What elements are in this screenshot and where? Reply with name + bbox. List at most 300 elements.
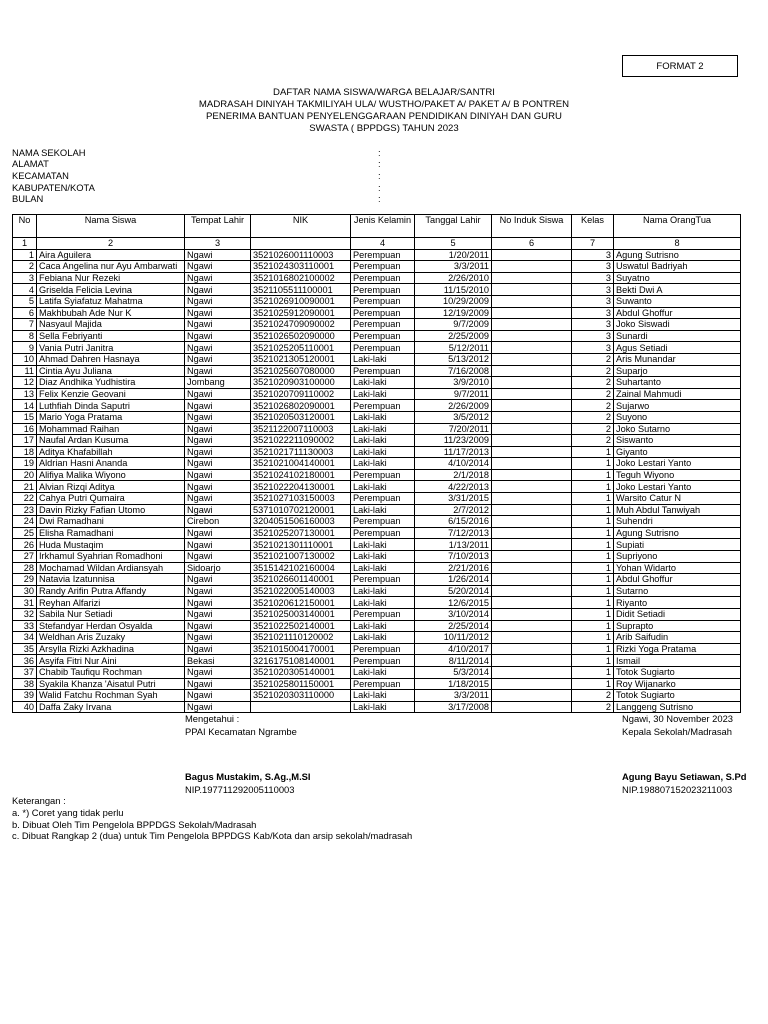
cell-nama-siswa: Luthfiah Dinda Saputri [37, 400, 185, 412]
table-row [13, 481, 741, 493]
cell-nik: 3521015004170001 [251, 643, 351, 655]
cell-no-induk [492, 678, 572, 690]
ppai-label: PPAI Kecamatan Ngrambe [185, 726, 297, 737]
cell-no-induk [492, 365, 572, 377]
cell-no-induk [492, 469, 572, 481]
cell-nik: 3521020303110000 [251, 690, 351, 702]
cell-kelas: 1 [572, 678, 614, 690]
cell-tempat-lahir: Ngawi [185, 249, 251, 261]
cell-tanggal-lahir: 4/10/2014 [415, 458, 492, 470]
cell-jenis-kelamin: Perempuan [351, 400, 415, 412]
header-no: No [13, 215, 37, 238]
cell-tanggal-lahir: 11/15/2010 [415, 284, 492, 296]
cell-nama-siswa: Mochamad Wildan Ardiansyah [37, 562, 185, 574]
cell-no: 29 [13, 574, 37, 586]
cell-tanggal-lahir: 1/18/2015 [415, 678, 492, 690]
cell-kelas: 3 [572, 272, 614, 284]
colnum-nik [251, 238, 351, 250]
table-row [13, 307, 741, 319]
cell-jenis-kelamin: Laki-laki [351, 388, 415, 400]
cell-tempat-lahir: Ngawi [185, 423, 251, 435]
title-line-1: DAFTAR NAMA SISWA/WARGA BELAJAR/SANTRI [273, 87, 495, 98]
cell-jenis-kelamin: Laki-laki [351, 458, 415, 470]
cell-tempat-lahir: Sidoarjo [185, 562, 251, 574]
cell-no: 16 [13, 423, 37, 435]
cell-jenis-kelamin: Perempuan [351, 272, 415, 284]
cell-no-induk [492, 423, 572, 435]
cell-no: 37 [13, 666, 37, 678]
cell-nama-orangtua: Supriyono [614, 551, 741, 563]
cell-no-induk [492, 643, 572, 655]
cell-nama-siswa: Davin Rizky Fafian Utomo [37, 504, 185, 516]
cell-tanggal-lahir: 12/19/2009 [415, 307, 492, 319]
cell-tanggal-lahir: 5/3/2014 [415, 666, 492, 678]
cell-jenis-kelamin: Perempuan [351, 655, 415, 667]
header-jenis-kelamin: Jenis Kelamin [351, 215, 415, 238]
cell-tempat-lahir: Ngawi [185, 353, 251, 365]
cell-tanggal-lahir: 3/31/2015 [415, 493, 492, 505]
cell-kelas: 1 [572, 597, 614, 609]
cell-tanggal-lahir: 4/10/2017 [415, 643, 492, 655]
cell-nama-siswa: Sella Febriyanti [37, 330, 185, 342]
cell-nik: 3521025912090001 [251, 307, 351, 319]
header-nama-siswa: Nama Siswa [37, 215, 185, 238]
cell-nik: 3521122007110003 [251, 423, 351, 435]
colnum-7: 7 [572, 238, 614, 250]
cell-tanggal-lahir: 3/5/2012 [415, 411, 492, 423]
cell-nik: 3521021711130003 [251, 446, 351, 458]
info-label-kabupaten: KABUPATEN/KOTA [12, 182, 95, 193]
cell-nik: 3521021007130002 [251, 551, 351, 563]
cell-tanggal-lahir: 3/10/2014 [415, 609, 492, 621]
header-tempat-lahir: Tempat Lahir [185, 215, 251, 238]
cell-no-induk [492, 411, 572, 423]
cell-nama-siswa: Arsylla Rizki Azkhadina [37, 643, 185, 655]
right-signer-name: Agung Bayu Setiawan, S.Pd [622, 771, 747, 782]
table-row [13, 597, 741, 609]
table-header-row [13, 215, 741, 238]
cell-no: 12 [13, 377, 37, 389]
cell-nama-siswa: Daffa Zaky Irvana [37, 701, 185, 713]
cell-no-induk [492, 249, 572, 261]
table-row [13, 458, 741, 470]
cell-no-induk [492, 655, 572, 667]
cell-tanggal-lahir: 12/6/2015 [415, 597, 492, 609]
cell-tanggal-lahir: 7/10/2013 [415, 551, 492, 563]
cell-tanggal-lahir: 2/7/2012 [415, 504, 492, 516]
cell-nama-orangtua: Muh Abdul Tanwiyah [614, 504, 741, 516]
cell-tanggal-lahir: 1/20/2011 [415, 249, 492, 261]
cell-kelas: 2 [572, 377, 614, 389]
cell-nik: 3521020305140001 [251, 666, 351, 678]
cell-jenis-kelamin: Perempuan [351, 261, 415, 273]
info-colon: : [378, 147, 381, 158]
cell-jenis-kelamin: Laki-laki [351, 411, 415, 423]
cell-nama-orangtua: Giyanto [614, 446, 741, 458]
cell-no: 22 [13, 493, 37, 505]
cell-tempat-lahir: Bekasi [185, 655, 251, 667]
cell-no-induk [492, 701, 572, 713]
cell-no-induk [492, 504, 572, 516]
cell-no-induk [492, 527, 572, 539]
cell-no-induk [492, 585, 572, 597]
cell-nama-siswa: Dwi Ramadhani [37, 516, 185, 528]
cell-no-induk [492, 539, 572, 551]
cell-tanggal-lahir: 10/11/2012 [415, 632, 492, 644]
cell-no-induk [492, 690, 572, 702]
cell-no-induk [492, 458, 572, 470]
cell-tempat-lahir: Ngawi [185, 469, 251, 481]
cell-kelas: 2 [572, 365, 614, 377]
cell-nama-siswa: Alifiya Malika Wiyono [37, 469, 185, 481]
cell-nama-orangtua: Abdul Ghoffur [614, 574, 741, 586]
cell-tanggal-lahir: 3/9/2010 [415, 377, 492, 389]
cell-no-induk [492, 574, 572, 586]
cell-tempat-lahir: Ngawi [185, 411, 251, 423]
cell-kelas: 1 [572, 643, 614, 655]
header-tanggal-lahir: Tanggal Lahir [415, 215, 492, 238]
cell-no: 1 [13, 249, 37, 261]
cell-jenis-kelamin: Perempuan [351, 295, 415, 307]
cell-nama-orangtua: Aris Munandar [614, 353, 741, 365]
right-signer-nip: NIP.198807152023211003 [622, 784, 733, 795]
cell-nama-siswa: Natavia Izatunnisa [37, 574, 185, 586]
cell-tempat-lahir: Ngawi [185, 620, 251, 632]
cell-jenis-kelamin: Perempuan [351, 609, 415, 621]
cell-nama-siswa: Aira Aguilera [37, 249, 185, 261]
cell-kelas: 3 [572, 284, 614, 296]
cell-no: 3 [13, 272, 37, 284]
note-item-c: c. Dibuat Rangkap 2 (dua) untuk Tim Pengelola BPPDGS Kab/Kota dan arsip sekolah/madrasah [12, 830, 413, 841]
cell-tanggal-lahir: 3/17/2008 [415, 701, 492, 713]
cell-nama-orangtua: Ismail [614, 655, 741, 667]
cell-nik: 3521025205110001 [251, 342, 351, 354]
table-row [13, 365, 741, 377]
cell-jenis-kelamin: Laki-laki [351, 435, 415, 447]
cell-tanggal-lahir: 8/11/2014 [415, 655, 492, 667]
cell-nama-orangtua: Totok Sugiarto [614, 666, 741, 678]
cell-kelas: 2 [572, 411, 614, 423]
cell-nik: 3521026802090001 [251, 400, 351, 412]
table-row [13, 666, 741, 678]
cell-kelas: 1 [572, 458, 614, 470]
cell-tempat-lahir: Ngawi [185, 342, 251, 354]
colnum-4: 4 [351, 238, 415, 250]
cell-no-induk [492, 307, 572, 319]
cell-tempat-lahir: Jombang [185, 377, 251, 389]
table-row [13, 527, 741, 539]
cell-kelas: 1 [572, 655, 614, 667]
colnum-5: 5 [415, 238, 492, 250]
cell-nik: 3204051506160003 [251, 516, 351, 528]
cell-nama-siswa: Caca Angelina nur Ayu Ambarwati [37, 261, 185, 273]
cell-kelas: 3 [572, 249, 614, 261]
acknowledged-label: Mengetahui : [185, 713, 240, 724]
cell-nama-orangtua: Teguh Wiyono [614, 469, 741, 481]
cell-kelas: 1 [572, 481, 614, 493]
cell-no-induk [492, 377, 572, 389]
cell-jenis-kelamin: Perempuan [351, 516, 415, 528]
cell-nama-siswa: Cintia Ayu Juliana [37, 365, 185, 377]
cell-nik: 3521020709110002 [251, 388, 351, 400]
cell-nama-siswa: Ahmad Dahren Hasnaya [37, 353, 185, 365]
cell-tempat-lahir: Ngawi [185, 527, 251, 539]
table-row [13, 655, 741, 667]
table-row [13, 249, 741, 261]
cell-nik: 3521020903100000 [251, 377, 351, 389]
cell-tempat-lahir: Ngawi [185, 539, 251, 551]
cell-nama-orangtua: Siswanto [614, 435, 741, 447]
cell-nama-siswa: Randy Arifin Putra Affandy [37, 585, 185, 597]
cell-kelas: 1 [572, 539, 614, 551]
cell-no-induk [492, 597, 572, 609]
cell-kelas: 2 [572, 435, 614, 447]
table-row [13, 516, 741, 528]
cell-tempat-lahir: Ngawi [185, 365, 251, 377]
cell-nama-orangtua: Agus Setiadi [614, 342, 741, 354]
table-row [13, 678, 741, 690]
cell-tanggal-lahir: 2/26/2010 [415, 272, 492, 284]
cell-nik: 3521025801150001 [251, 678, 351, 690]
cell-nama-siswa: Vania Putri Janitra [37, 342, 185, 354]
cell-no: 10 [13, 353, 37, 365]
cell-tanggal-lahir: 4/22/2013 [415, 481, 492, 493]
cell-no-induk [492, 435, 572, 447]
table-row [13, 620, 741, 632]
cell-tempat-lahir: Ngawi [185, 632, 251, 644]
left-signer-nip: NIP.197711292005110003 [185, 784, 295, 795]
cell-nama-orangtua: Agung Sutrisno [614, 527, 741, 539]
cell-no: 24 [13, 516, 37, 528]
cell-tanggal-lahir: 5/20/2014 [415, 585, 492, 597]
cell-no-induk [492, 284, 572, 296]
info-colon: : [378, 170, 381, 181]
cell-nama-orangtua: Langgeng Sutrisno [614, 701, 741, 713]
cell-tempat-lahir: Ngawi [185, 551, 251, 563]
cell-no: 6 [13, 307, 37, 319]
cell-tanggal-lahir: 7/20/2011 [415, 423, 492, 435]
table-row [13, 261, 741, 273]
student-table [12, 214, 741, 713]
cell-nama-siswa: Naufal Ardan Kusuma [37, 435, 185, 447]
info-label-nama-sekolah: NAMA SEKOLAH [12, 147, 86, 158]
cell-jenis-kelamin: Perempuan [351, 307, 415, 319]
cell-tempat-lahir: Ngawi [185, 701, 251, 713]
headmaster-label: Kepala Sekolah/Madrasah [622, 726, 732, 737]
cell-nik: 3521016802100002 [251, 272, 351, 284]
cell-nama-orangtua: Uswatul Badriyah [614, 261, 741, 273]
cell-nama-siswa: Nasyaul Majida [37, 319, 185, 331]
cell-nik: 3521024303110001 [251, 261, 351, 273]
cell-nama-orangtua: Warsito Catur N [614, 493, 741, 505]
cell-jenis-kelamin: Perempuan [351, 319, 415, 331]
cell-jenis-kelamin: Laki-laki [351, 539, 415, 551]
cell-no: 32 [13, 609, 37, 621]
cell-tempat-lahir: Ngawi [185, 678, 251, 690]
cell-tempat-lahir: Ngawi [185, 609, 251, 621]
cell-tanggal-lahir: 11/23/2009 [415, 435, 492, 447]
cell-tempat-lahir: Ngawi [185, 261, 251, 273]
cell-no: 13 [13, 388, 37, 400]
cell-kelas: 3 [572, 261, 614, 273]
cell-jenis-kelamin: Laki-laki [351, 597, 415, 609]
cell-nama-orangtua: Suyatno [614, 272, 741, 284]
cell-no: 20 [13, 469, 37, 481]
cell-no-induk [492, 342, 572, 354]
note-item-b: b. Dibuat Oleh Tim Pengelola BPPDGS Sekolah/Madrasah [12, 819, 257, 830]
table-row [13, 643, 741, 655]
table-row [13, 469, 741, 481]
cell-tanggal-lahir: 3/3/2011 [415, 261, 492, 273]
cell-tempat-lahir: Ngawi [185, 458, 251, 470]
cell-jenis-kelamin: Perempuan [351, 365, 415, 377]
place-date: Ngawi, 30 November 2023 [622, 713, 733, 724]
cell-no-induk [492, 388, 572, 400]
cell-nama-orangtua: Joko Lestari Yanto [614, 481, 741, 493]
header-kelas: Kelas [572, 215, 614, 238]
cell-tanggal-lahir: 7/16/2008 [415, 365, 492, 377]
cell-nama-siswa: Chabib Taufiqu Rochman [37, 666, 185, 678]
cell-nama-siswa: Asyifa Fitri Nur Aini [37, 655, 185, 667]
info-label-kecamatan: KECAMATAN [12, 170, 69, 181]
cell-no-induk [492, 551, 572, 563]
table-row [13, 388, 741, 400]
cell-tempat-lahir: Ngawi [185, 690, 251, 702]
cell-no: 5 [13, 295, 37, 307]
cell-nama-siswa: Makhbubah Ade Nur K [37, 307, 185, 319]
table-row [13, 539, 741, 551]
cell-jenis-kelamin: Perempuan [351, 493, 415, 505]
cell-no-induk [492, 609, 572, 621]
cell-kelas: 1 [572, 562, 614, 574]
table-row [13, 551, 741, 563]
cell-no: 7 [13, 319, 37, 331]
cell-nama-siswa: Reyhan Alfarizi [37, 597, 185, 609]
cell-nama-orangtua: Suhartanto [614, 377, 741, 389]
cell-kelas: 1 [572, 469, 614, 481]
cell-nama-siswa: Febiana Nur Rezeki [37, 272, 185, 284]
cell-nama-siswa: Griselda Felicia Levina [37, 284, 185, 296]
cell-nik: 3521024102180001 [251, 469, 351, 481]
cell-nama-orangtua: Yohan Widarto [614, 562, 741, 574]
cell-no-induk [492, 400, 572, 412]
table-row [13, 574, 741, 586]
cell-nama-orangtua: Totok Sugiarto [614, 690, 741, 702]
cell-nama-orangtua: Suyono [614, 411, 741, 423]
table-row [13, 353, 741, 365]
cell-tanggal-lahir: 6/15/2016 [415, 516, 492, 528]
cell-jenis-kelamin: Perempuan [351, 643, 415, 655]
table-row [13, 493, 741, 505]
cell-jenis-kelamin: Laki-laki [351, 504, 415, 516]
notes-title: Keterangan : [12, 795, 66, 806]
cell-nik: 3521024709090002 [251, 319, 351, 331]
cell-nama-orangtua: Didit Setiadi [614, 609, 741, 621]
cell-no-induk [492, 666, 572, 678]
cell-nik: 3521022211090002 [251, 435, 351, 447]
cell-jenis-kelamin: Perempuan [351, 249, 415, 261]
cell-nama-siswa: Sabila Nur Setiadi [37, 609, 185, 621]
cell-no: 17 [13, 435, 37, 447]
table-row [13, 446, 741, 458]
cell-kelas: 2 [572, 388, 614, 400]
table-row [13, 377, 741, 389]
cell-nama-siswa: Latifa Syiafatuz Mahatma [37, 295, 185, 307]
cell-jenis-kelamin: Laki-laki [351, 562, 415, 574]
cell-tanggal-lahir: 1/26/2014 [415, 574, 492, 586]
cell-nama-orangtua: Suwanto [614, 295, 741, 307]
info-colon: : [378, 182, 381, 193]
table-row [13, 295, 741, 307]
cell-nama-siswa: Aldrian Hasni Ananda [37, 458, 185, 470]
cell-tempat-lahir: Ngawi [185, 435, 251, 447]
cell-nik: 3521021301110001 [251, 539, 351, 551]
cell-kelas: 2 [572, 690, 614, 702]
cell-no-induk [492, 562, 572, 574]
cell-tempat-lahir: Ngawi [185, 643, 251, 655]
cell-nama-siswa: Aditya Khafabillah [37, 446, 185, 458]
cell-tempat-lahir: Ngawi [185, 400, 251, 412]
cell-jenis-kelamin: Perempuan [351, 574, 415, 586]
cell-no: 40 [13, 701, 37, 713]
title-line-3: PENERIMA BANTUAN PENYELENGGARAAN PENDIDIKAN DINIYAH DAN GURU [206, 111, 562, 122]
table-row [13, 423, 741, 435]
cell-nik: 3521021305120001 [251, 353, 351, 365]
cell-nama-siswa: Felix Kenzie Geovani [37, 388, 185, 400]
cell-nama-orangtua: Agung Sutrisno [614, 249, 741, 261]
table-row [13, 272, 741, 284]
table-row [13, 632, 741, 644]
cell-nama-siswa: Mario Yoga Pratama [37, 411, 185, 423]
format-label: FORMAT 2 [656, 60, 704, 72]
cell-kelas: 1 [572, 632, 614, 644]
cell-nama-siswa: Huda Mustaqim [37, 539, 185, 551]
info-label-alamat: ALAMAT [12, 158, 49, 169]
cell-tanggal-lahir: 9/7/2011 [415, 388, 492, 400]
cell-no-induk [492, 261, 572, 273]
cell-kelas: 2 [572, 400, 614, 412]
cell-no: 30 [13, 585, 37, 597]
cell-no: 28 [13, 562, 37, 574]
header-nama-orangtua: Nama OrangTua [614, 215, 741, 238]
cell-nama-siswa: Stefandyar Herdan Osyalda [37, 620, 185, 632]
cell-kelas: 3 [572, 342, 614, 354]
table-body [13, 249, 741, 713]
cell-jenis-kelamin: Perempuan [351, 342, 415, 354]
cell-tanggal-lahir: 1/13/2011 [415, 539, 492, 551]
info-label-bulan: BULAN [12, 193, 44, 204]
cell-tanggal-lahir: 2/25/2009 [415, 330, 492, 342]
cell-no-induk [492, 632, 572, 644]
cell-jenis-kelamin: Laki-laki [351, 446, 415, 458]
cell-no: 34 [13, 632, 37, 644]
cell-nama-orangtua: Arib Saifudin [614, 632, 741, 644]
cell-jenis-kelamin: Laki-laki [351, 632, 415, 644]
cell-no-induk [492, 620, 572, 632]
cell-jenis-kelamin: Perempuan [351, 284, 415, 296]
cell-no: 8 [13, 330, 37, 342]
colnum-3: 3 [185, 238, 251, 250]
cell-kelas: 3 [572, 330, 614, 342]
cell-tanggal-lahir: 2/26/2009 [415, 400, 492, 412]
cell-nik: 3521025607080000 [251, 365, 351, 377]
cell-nama-orangtua: Joko Lestari Yanto [614, 458, 741, 470]
cell-no: 2 [13, 261, 37, 273]
cell-nama-siswa: Irkhamul Syahrian Romadhoni [37, 551, 185, 563]
cell-kelas: 1 [572, 551, 614, 563]
cell-kelas: 1 [572, 585, 614, 597]
cell-tempat-lahir: Ngawi [185, 666, 251, 678]
